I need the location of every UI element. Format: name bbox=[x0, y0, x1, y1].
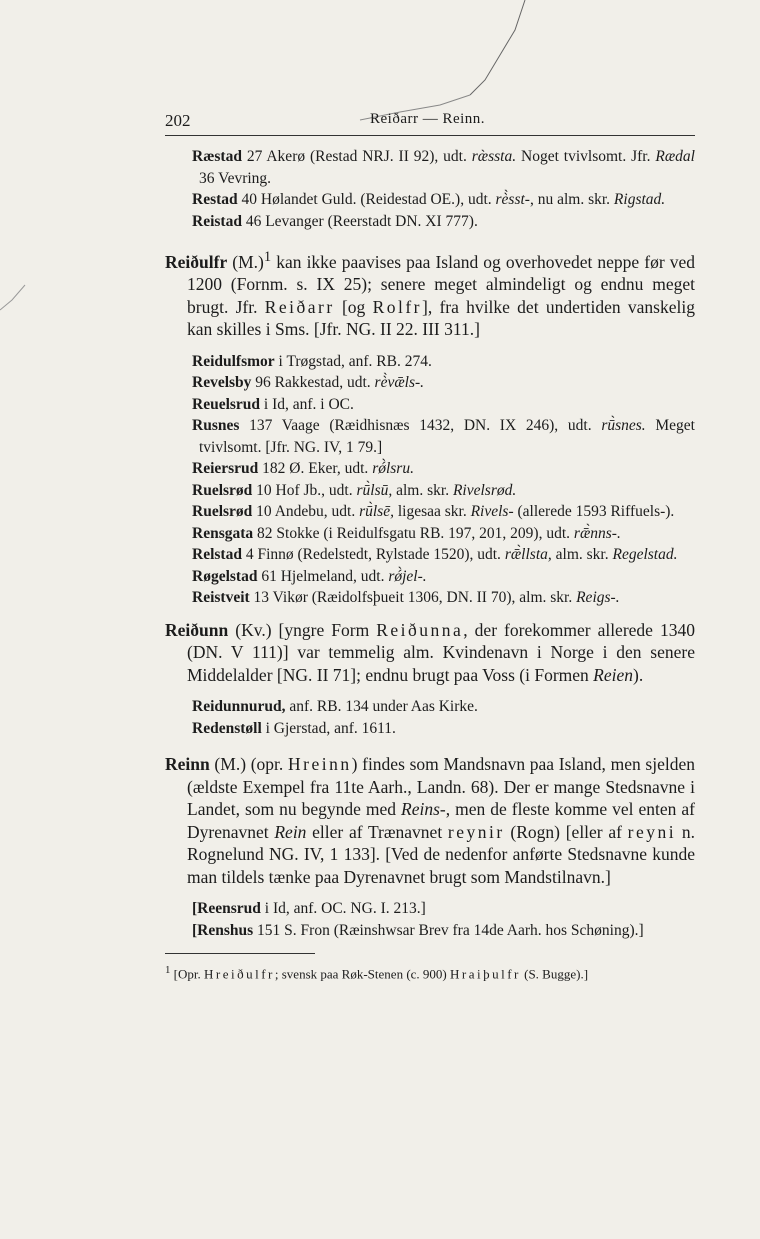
entry-reensrud: [Reensrud i Id, anf. OC. NG. I. 213.] bbox=[192, 900, 426, 918]
entry-reidunnurud: Reidunnurud, anf. RB. 134 under Aas Kirke. bbox=[192, 698, 478, 716]
entry-rusnes: Rusnes 137 Vaage (Ræidhisnæs 1432, DN. IX 246), udt. rū̀snes. Meget tvivlsomt. [Jfr. NG. IV, 1 79.] bbox=[192, 417, 695, 456]
entry-rogelstad: Røgelstad 61 Hjelmeland, udt. rǿ̀jel-. bbox=[192, 567, 427, 585]
entry-reinn: Reinn (M.) (opr. Hreinn) findes som Mandsnavn paa Island, men sjelden (ældste Exempel fra 11te Aarh., Landn. 68). Der er mange Stedsnavne i Landet, som nu begynde med Reins-, men de fleste komme vel enten af Dyrenavnet Rein eller af Trænavnet reynir (Rogn) [eller af reyni n. Rognelund NG. IV, 1 133]. [Ved de nedenfor anførte Stedsnavne kunde man tildels tænke paa Dyrenavnet brugt som Mandstilnavn.] bbox=[165, 754, 695, 887]
entry-rensgata: Rensgata 82 Stokke (i Reidulfsgatu RB. 197, 201, 209), udt. rǣ̀nns-. bbox=[192, 524, 621, 542]
main-text bbox=[165, 146, 695, 983]
header-rule bbox=[165, 135, 695, 136]
entry-reistveit: Reistveit 13 Vikør (Ræidolfsþueit 1306, DN. II 70), alm. skr. Reigs-. bbox=[192, 589, 620, 607]
page-number: 202 bbox=[165, 111, 191, 130]
entry-reidulfsmor: Reidulfsmor i Trøgstad, anf. RB. 274. bbox=[192, 352, 432, 370]
footnote-ref: 1 bbox=[263, 249, 272, 265]
entry-reidunn: Reiðunn (Kv.) [yngre Form Reiðunna, der forekommer allerede 1340 (DN. V 111)] var temmelig alm. Kvindenavn i Norge i den senere Middelalder [NG. II 71]; endnu brugt paa Voss (i Formen Reien). bbox=[165, 619, 695, 685]
entry-renshus: [Renshus 151 S. Fron (Ræinshwsar Brev fra 14de Aarh. hos Schøning).] bbox=[192, 921, 644, 939]
footnote-rule bbox=[165, 953, 315, 954]
entry-ruelsrod-andebu: Ruelsrød 10 Andebu, udt. rū̀lsē, ligesaa skr. Rivels- (allerede 1593 Riffuels-). bbox=[192, 503, 675, 521]
entry-relstad: Relstad 4 Finnø (Redelstedt, Rylstade 1520), udt. rǣ̀llsta, alm. skr. Regelstad. bbox=[192, 546, 678, 564]
running-title: Reiðarr — Reinn. bbox=[370, 111, 486, 127]
entry-revelsby: Revelsby 96 Rakkestad, udt. rè̀vǣls-. bbox=[192, 374, 425, 392]
entry-raestad: Ræstad 27 Akerø (Restad NRJ. II 92), udt. ræ̀ssta. Noget tvivlsomt. Jfr. Rædal 36 Vevring. bbox=[192, 148, 695, 187]
entry-reidulfr: Reiðulfr $(M.)^1$ kan ikke paavises paa Island og overhovedet neppe før ved 1200 (Fornm. s. IX 25); senere meget almindeligt og endnu meget brugt. Jfr. Reiðarr [og Rolfr], fra hvilke det undertiden vanskelig kan skilles i Sms. [Jfr. NG. II 22. III 311.] bbox=[165, 249, 695, 340]
entry-reistad: Reistad 46 Levanger (Reerstadt DN. XI 777). bbox=[192, 212, 478, 230]
entry-restad: Restad 40 Hølandet Guld. (Reidestad OE.), udt. rè̀sst-, nu alm. skr. Rigstad. bbox=[192, 191, 666, 208]
entry-redenstoll: Redenstøll i Gjerstad, anf. 1611. bbox=[192, 719, 396, 737]
page-header bbox=[165, 111, 695, 135]
footnote: $^1$ [Opr. Hreiðulfr; svensk paa Røk-Stenen (c. 900) Hraiþulfr (S. Bugge).] bbox=[165, 964, 589, 982]
entry-reuelsrud: Reuelsrud i Id, anf. i OC. bbox=[192, 395, 354, 413]
entry-ruelsrod-hof: Ruelsrød 10 Hof Jb., udt. rū̀lsū, alm. skr. Rivelsrød. bbox=[192, 481, 517, 499]
entry-reiersrud: Reiersrud 182 Ø. Eker, udt. rǿ̀lsru. bbox=[192, 460, 414, 478]
